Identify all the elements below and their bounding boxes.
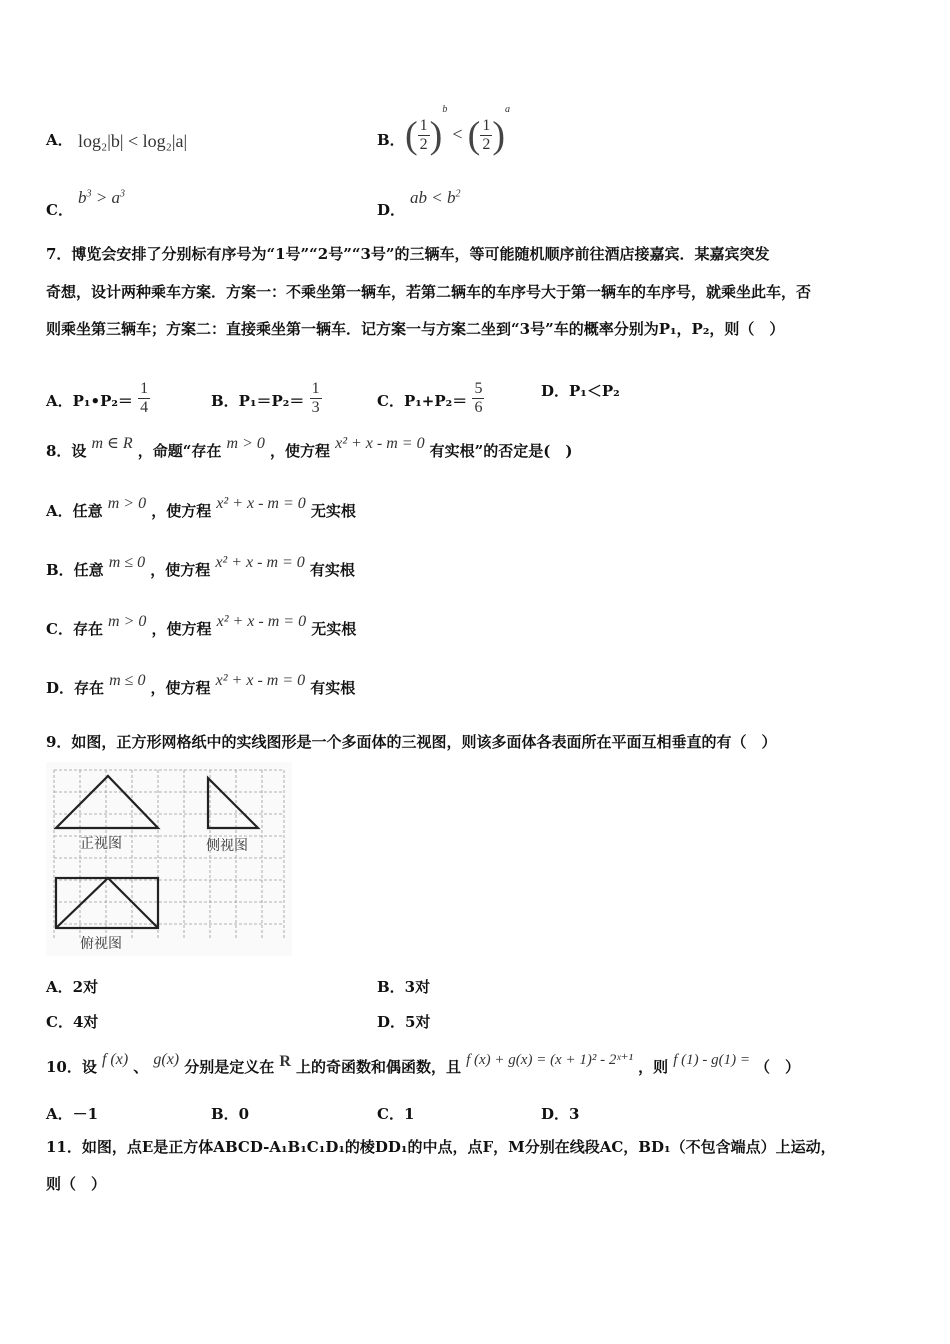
- q9-option-c: C．4对: [46, 1013, 99, 1031]
- q10-option-b: B．0: [211, 1105, 250, 1123]
- q8-a-label: A．任意: [46, 502, 103, 520]
- q7-b-label: B．P₁＝P₂＝: [211, 392, 305, 410]
- q7-line-1: 7．博览会安排了分别标有序号为“1号”“2号”“3号”的三辆车，等可能随机顺序前往酒店接嘉宾．某嘉宾突发: [46, 245, 770, 263]
- q8-option-b: [46, 554, 355, 580]
- q8-post: 有实根”的否定是( ): [429, 442, 573, 460]
- q6-d-exp: 2: [455, 188, 461, 200]
- q7-b-num: 1: [311, 380, 320, 397]
- side-view-triangle: [208, 778, 258, 828]
- q10-blank: （ ）: [755, 1058, 801, 1076]
- q8-option-a: [46, 495, 356, 521]
- q7-c-num: 5: [474, 380, 483, 397]
- q7-a-den: 4: [140, 399, 149, 416]
- q10-g: g(x): [153, 1051, 180, 1068]
- q8-mid2: ，使方程: [269, 442, 330, 460]
- q10-option-c: C．1: [377, 1105, 415, 1123]
- q6-b-den-1: 2: [419, 136, 428, 153]
- q6-c-exp1: 3: [86, 188, 92, 200]
- q10-eq: f (x) + g(x) = (x + 1)² - 2ˣ⁺¹: [466, 1052, 633, 1068]
- q10-R: R: [279, 1053, 291, 1070]
- q6-option-d-label: D．: [377, 201, 406, 219]
- top-view-diagonals: [56, 878, 158, 928]
- q6-option-b-expr: ( $\frac{1}{2}$ )$^b$ < ( $\frac{1}{2}$ )$^a$: [405, 104, 510, 157]
- q10-sep: 、: [133, 1058, 149, 1076]
- q8-pre: 8．设: [46, 442, 87, 460]
- q8-a-cond: m > 0: [107, 495, 147, 512]
- q10-option-a: A．－1: [46, 1105, 99, 1123]
- q6-option-b-label: B．: [377, 131, 405, 149]
- q6-option-a-label: A．: [46, 131, 73, 149]
- q7-line-2: 奇想，设计两种乘车方案．方案一：不乘坐第一辆车，若第二辆车的车序号大于第一辆车的车序号，就乘坐此车，否: [46, 283, 812, 301]
- q10-then: ，则: [638, 1058, 669, 1076]
- q7-c-label: C．P₁+P₂＝: [377, 392, 468, 410]
- q11-line-2: 则（ ）: [46, 1175, 107, 1193]
- q9-option-d: D．5对: [377, 1013, 431, 1031]
- q6-option-d-expr: [410, 188, 460, 208]
- q9-option-b: B．3对: [377, 978, 431, 996]
- q8-eq: x² + x - m = 0: [335, 435, 425, 452]
- q10-f: f (x): [101, 1051, 129, 1068]
- q8-c-eq: x² + x - m = 0: [216, 613, 307, 630]
- q8-stem: [46, 435, 573, 461]
- q7-a-label: A．P₁•P₂＝: [46, 392, 133, 410]
- q10-option-d: D．3: [541, 1105, 580, 1123]
- q10-mid: 分别是定义在: [184, 1058, 275, 1076]
- q7-c-den: 6: [474, 399, 483, 416]
- q8-a-eq: x² + x - m = 0: [216, 495, 306, 512]
- front-view-triangle: [56, 776, 158, 828]
- q10-ask: f (1) - g(1) =: [673, 1052, 750, 1068]
- q9-option-a: A．2对: [46, 978, 99, 996]
- q6-b-lt: <: [452, 124, 463, 144]
- q7-option-b: [211, 380, 322, 417]
- q8-c-cond: m > 0: [108, 613, 147, 630]
- q8-c-label: C．存在: [46, 620, 103, 638]
- q8-a-tail: 无实根: [310, 502, 356, 520]
- q8-c-mid: ，使方程: [151, 620, 212, 638]
- front-view-label: 正视图: [80, 836, 122, 852]
- three-view-figure: [46, 762, 292, 956]
- q8-b-mid: ，使方程: [150, 561, 211, 579]
- q8-d-cond: m ≤ 0: [109, 672, 146, 689]
- q8-b-eq: x² + x - m = 0: [215, 554, 305, 571]
- q9-stem: 9．如图，正方形网格纸中的实线图形是一个多面体的三视图，则该多面体各表面所在平面互相垂直的有（ ）: [46, 733, 777, 751]
- q6-d-base: ab < b: [410, 188, 456, 207]
- q8-c-tail: 无实根: [311, 620, 357, 638]
- q7-b-den: 3: [311, 399, 320, 416]
- q6-option-a-expr: log₂|b| < log₂|a|: [78, 131, 188, 151]
- q6-b-exp-a: a: [504, 104, 510, 115]
- q6-b-num-2: 1: [482, 117, 491, 134]
- q7-option-c: [377, 380, 484, 417]
- q6-b-exp-b: b: [442, 104, 448, 115]
- q7-option-a: [46, 380, 150, 417]
- top-view-label: 俯视图: [80, 936, 122, 952]
- q8-d-label: D．存在: [46, 679, 105, 697]
- q8-b-tail: 有实根: [309, 561, 355, 579]
- q6-b-den-2: 2: [482, 136, 491, 153]
- q8-a-mid: ，使方程: [151, 502, 212, 520]
- q10-stem: [46, 1051, 801, 1077]
- side-view-label: 侧视图: [206, 838, 248, 854]
- q8-mid1: ，命题“存在: [137, 442, 222, 460]
- top-view-rect: [56, 878, 158, 928]
- q6-c-exp2: 3: [119, 188, 125, 200]
- q8-cond: m > 0: [226, 435, 265, 452]
- three-view-svg: [46, 762, 292, 956]
- q7-line-3: 则乘坐第三辆车；方案二：直接乘坐第一辆车．记方案一与方案二坐到“3号”车的概率分别为P₁，P₂，则（ ）: [46, 320, 785, 338]
- q10-pre: 10．设: [46, 1058, 97, 1076]
- q6-option-c-expr: [78, 188, 125, 208]
- q11-line-1: 11．如图，点E是正方体ABCD-A₁B₁C₁D₁的棱DD₁的中点，点F，M分别在线段AC，BD₁（不包含端点）上运动，: [46, 1138, 836, 1156]
- q8-d-eq: x² + x - m = 0: [215, 672, 306, 689]
- q6-option-c-label: C．: [46, 201, 73, 219]
- q8-option-c: [46, 613, 357, 639]
- q8-d-tail: 有实根: [310, 679, 356, 697]
- q8-d-mid: ，使方程: [150, 679, 211, 697]
- q8-b-cond: m ≤ 0: [108, 554, 146, 571]
- q8-option-d: [46, 672, 356, 698]
- q6-c-b: b: [78, 188, 87, 207]
- q7-a-num: 1: [140, 380, 149, 397]
- q10-mid2: 上的奇函数和偶函数，且: [296, 1058, 462, 1076]
- q6-c-gt-a: > a: [91, 188, 120, 207]
- q8-b-label: B．任意: [46, 561, 104, 579]
- q8-m-in-r: m ∈ R: [91, 435, 133, 452]
- q7-option-d: D．P₁＜P₂: [541, 382, 620, 400]
- q6-b-num-1: 1: [419, 117, 428, 134]
